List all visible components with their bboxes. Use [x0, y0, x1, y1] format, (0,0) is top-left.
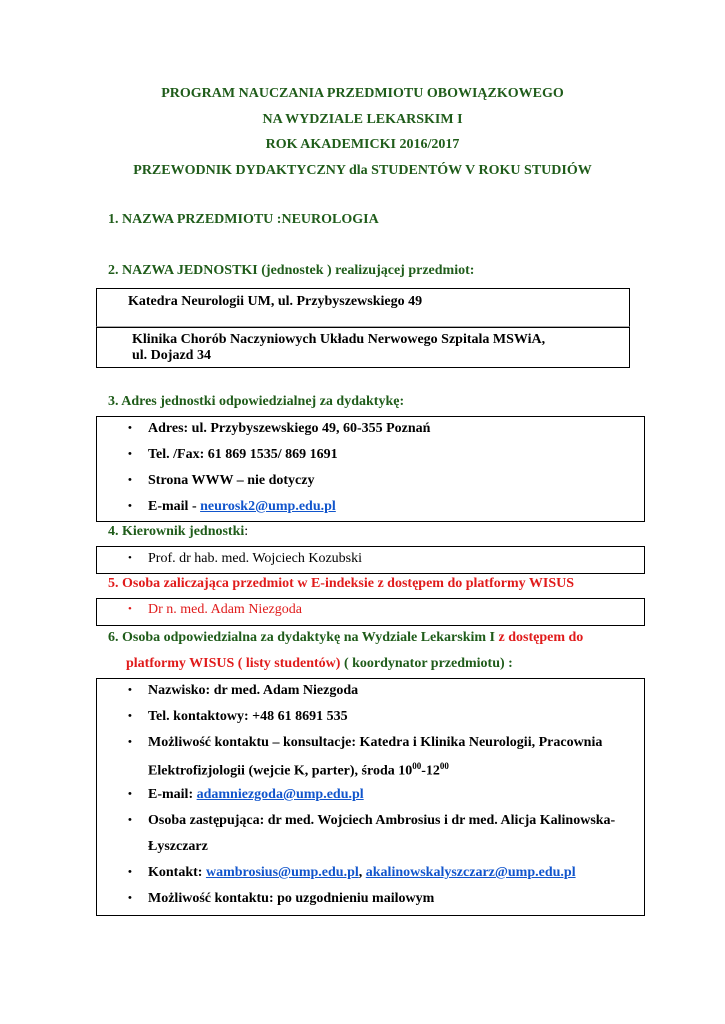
email-item: • E-mail - neurosk2@ump.edu.pl [128, 499, 336, 514]
coordinator-contact-cont: Elektrofizjologii (wejcie K, parter), środa $10^{00}-12^{00}$ [148, 761, 449, 779]
bullet-icon: • [128, 448, 132, 460]
www-item: • Strona WWW – nie dotyczy [128, 473, 315, 488]
deputy-contact-info: • Możliwość kontaktu: po uzgodnieniu mailowym [128, 891, 435, 906]
unit-1: Katedra Neurologii UM, ul. Przybyszewskiego 49 [128, 294, 423, 309]
coordinator-name: • Nazwisko: dr med. Adam Niezgoda [128, 683, 359, 698]
bullet-icon: • [128, 552, 132, 564]
title-line-3: ROK AKADEMICKI 2016/2017 [265, 137, 460, 152]
phone-item: • Tel. /Fax: 61 869 1535/ 869 1691 [128, 447, 338, 462]
bullet-icon: • [128, 603, 132, 615]
address-item: • Adres: ul. Przybyszewskiego 49, 60-355 Poznań [128, 421, 431, 436]
section-6-heading-cont: platformy WISUS ( listy studentów) ( koordynator przedmiotu) : [126, 656, 513, 671]
bullet-icon: • [128, 710, 132, 722]
bullet-icon: • [128, 684, 132, 696]
section-5-heading: 5. Osoba zaliczająca przedmiot w E-indeksie z dostępem do platformy WISUS [108, 576, 574, 591]
section-3-heading: 3. Adres jednostki odpowiedzialnej za dydaktykę: [108, 394, 405, 409]
head-item: • Prof. dr hab. med. Wojciech Kozubski [128, 551, 363, 566]
bullet-icon: • [128, 866, 132, 878]
bullet-icon: • [128, 892, 132, 904]
deputy-contact-emails: • Kontakt: wambrosius@ump.edu.pl, akalinowskalyszczarz@ump.edu.pl [128, 865, 576, 880]
bullet-icon: • [128, 422, 132, 434]
bullet-icon: • [128, 814, 132, 826]
title-line-2: NA WYDZIALE LEKARSKIM I [262, 112, 463, 127]
unit-2-line-1: Klinika Chorób Naczyniowych Układu Nerwowego Szpitala MSWiA, [132, 332, 546, 347]
email-link[interactable]: neurosk2@ump.edu.pl [200, 499, 336, 514]
coordinator-phone: • Tel. kontaktowy: +48 61 8691 535 [128, 709, 348, 724]
section-1-heading: 1. NAZWA PRZEDMIOTU :NEUROLOGIA [108, 212, 379, 227]
coordinator-contact: • Możliwość kontaktu – konsultacje: Katedra i Klinika Neurologii, Pracownia [128, 735, 603, 750]
coordinator-email-link[interactable]: adamniezgoda@ump.edu.pl [196, 787, 364, 802]
grader-item: • Dr n. med. Adam Niezgoda [128, 602, 302, 617]
bullet-icon: • [128, 474, 132, 486]
deputy-cont: Łyszczarz [148, 839, 208, 854]
title-line-1: PROGRAM NAUCZANIA PRZEDMIOTU OBOWIĄZKOWEGO [161, 86, 564, 101]
bullet-icon: • [128, 736, 132, 748]
section-6-heading: 6. Osoba odpowiedzialna za dydaktykę na Wydziale Lekarskim I z dostępem do [108, 630, 584, 645]
deputy-email-link-2[interactable]: akalinowskalyszczarz@ump.edu.pl [365, 865, 576, 880]
section-4-heading: 4. Kierownik jednostki: [108, 524, 249, 539]
coordinator-email: • E-mail: adamniezgoda@ump.edu.pl [128, 787, 364, 802]
section-2-heading: 2. NAZWA JEDNOSTKI (jednostek ) realizującej przedmiot: [108, 263, 475, 278]
deputy-email-link-1[interactable]: wambrosius@ump.edu.pl [205, 865, 359, 880]
unit-2-line-2: ul. Dojazd 34 [132, 348, 211, 363]
title-line-4: PRZEWODNIK DYDAKTYCZNY dla STUDENTÓW V ROKU STUDIÓW [133, 163, 592, 178]
deputy: • Osoba zastępująca: dr med. Wojciech Ambrosius i dr med. Alicja Kalinowska- [128, 813, 616, 828]
bullet-icon: • [128, 788, 132, 800]
bullet-icon: • [128, 500, 132, 512]
